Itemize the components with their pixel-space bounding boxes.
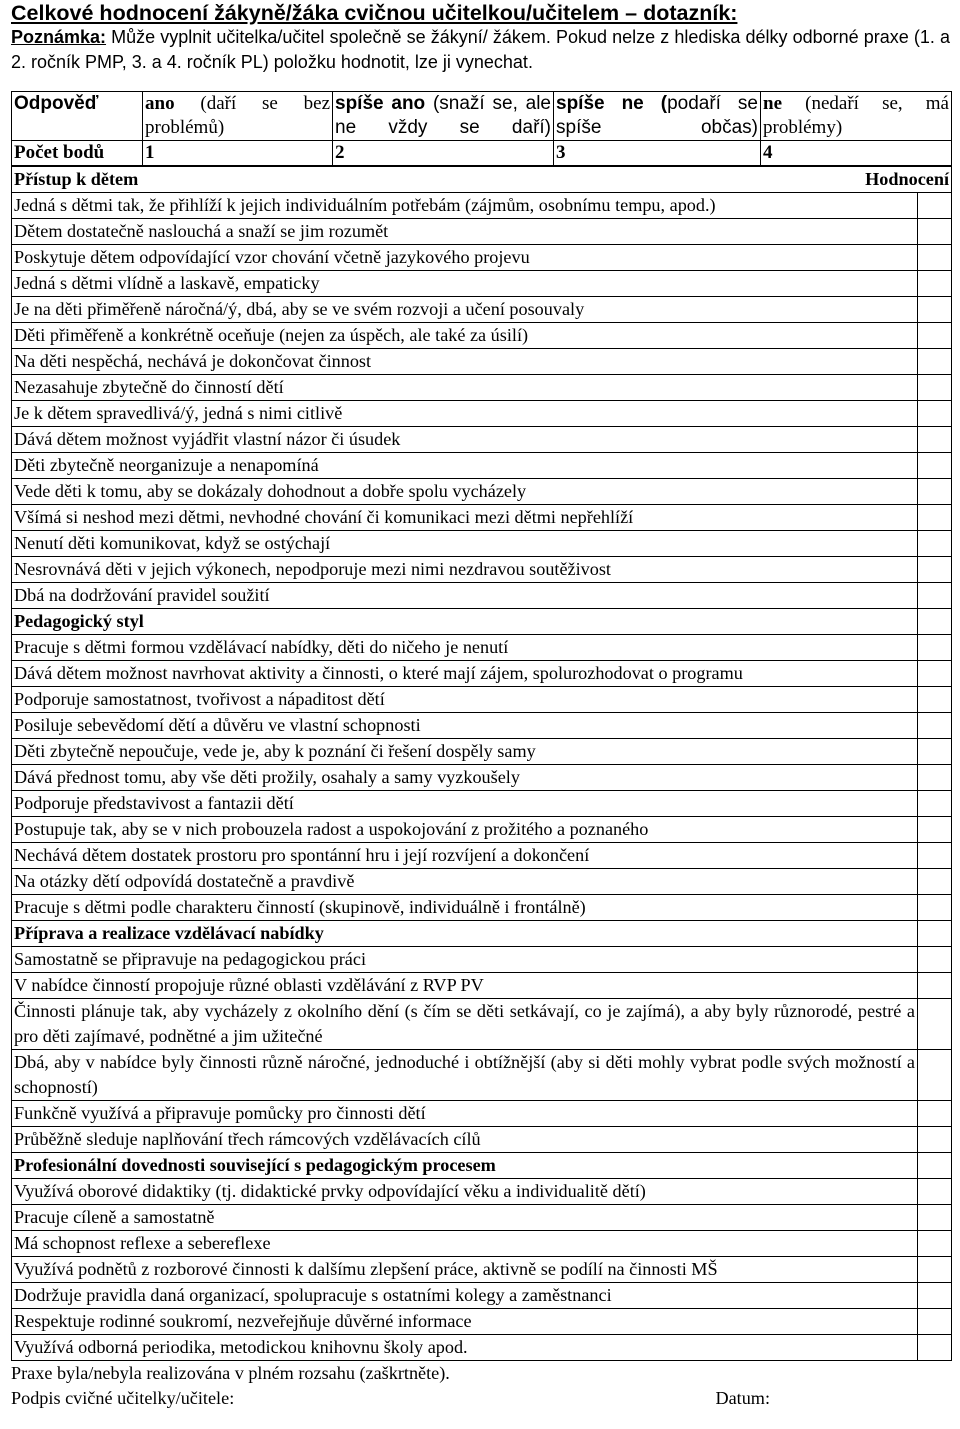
rating-cell[interactable] [918, 349, 952, 375]
rating-cell[interactable] [918, 895, 952, 921]
criterion-text: Poskytuje dětem odpovídající vzor chování včetně jazykového projevu [12, 245, 918, 271]
table-row [12, 583, 952, 609]
criterion-text: Posiluje sebevědomí dětí a důvěru ve vlastní schopnosti [12, 713, 918, 739]
rating-cell[interactable] [918, 219, 952, 245]
rating-cell[interactable] [918, 583, 952, 609]
rating-cell[interactable] [918, 817, 952, 843]
criterion-text: Pracuje s dětmi podle charakteru činností (skupinově, individuálně i frontálně) [12, 895, 918, 921]
table-row [12, 791, 952, 817]
table-row [12, 1127, 952, 1153]
criterion-text: Děti přiměřeně a konkrétně oceňuje (nejen za úspěch, ale také za úsilí) [12, 323, 918, 349]
rating-cell[interactable] [918, 1231, 952, 1257]
criterion-text: Dodržuje pravidla daná organizací, spolupracuje s ostatními kolegy a zaměstnanci [12, 1283, 918, 1309]
criterion-text: Děti zbytečně nepoučuje, vede je, aby k poznání či řešení dospěly samy [12, 739, 918, 765]
rating-cell[interactable] [918, 635, 952, 661]
rating-cell[interactable] [918, 505, 952, 531]
table-row [12, 1050, 952, 1101]
criterion-text: Dává dětem možnost vyjádřit vlastní názor či úsudek [12, 427, 918, 453]
answer-label: Odpověď [12, 92, 143, 141]
rating-cell[interactable] [918, 271, 952, 297]
rating-cell[interactable] [918, 1127, 952, 1153]
rating-cell[interactable] [918, 713, 952, 739]
table-row [12, 453, 952, 479]
rating-cell[interactable] [918, 609, 952, 635]
table-row [12, 713, 952, 739]
rating-scale-table [11, 91, 952, 166]
table-row [12, 1179, 952, 1205]
table-row [12, 1205, 952, 1231]
criterion-text: Nezasahuje zbytečně do činností dětí [12, 375, 918, 401]
rating-cell[interactable] [918, 1101, 952, 1127]
table-row [12, 1335, 952, 1361]
rating-cell[interactable] [918, 1309, 952, 1335]
table-row [12, 869, 952, 895]
criterion-text: V nabídce činností propojuje různé oblasti vzdělávání z RVP PV [12, 973, 918, 999]
rating-cell[interactable] [918, 999, 952, 1050]
table-row [12, 1283, 952, 1309]
table-row [12, 1231, 952, 1257]
criterion-text: Má schopnost reflexe a sebereflexe [12, 1231, 918, 1257]
criterion-text: Dává dětem možnost navrhovat aktivity a činnosti, o které mají zájem, spolurozhodovat o programu [12, 661, 918, 687]
page-title: Celkové hodnocení žákyně/žáka cvičnou učitelkou/učitelem – dotazník: [11, 1, 738, 25]
section-header: Pedagogický styl [12, 609, 918, 635]
questionnaire-page [0, 1, 960, 1429]
rating-cell[interactable] [918, 453, 952, 479]
rating-cell[interactable] [918, 739, 952, 765]
note-label: Poznámka: [11, 27, 107, 47]
criterion-text: Jedná s dětmi tak, že přihlíží k jejich individuálním potřebám (zájmům, osobnímu tempu, apod.) [12, 193, 918, 219]
points-label: Počet bodů [12, 141, 143, 166]
criterion-text: Pracuje s dětmi formou vzdělávací nabídky, děti do ničeho je nenutí [12, 635, 918, 661]
table-row [12, 557, 952, 583]
criterion-text: Dětem dostatečně naslouchá a snaží se jim rozumět [12, 219, 918, 245]
practice-statement: Praxe byla/nebyla realizována v plném rozsahu (zaškrtněte). [11, 1363, 450, 1383]
criterion-text: Postupuje tak, aby se v nich probouzela radost a uspokojování z prožitého a poznaného [12, 817, 918, 843]
rating-cell[interactable] [918, 687, 952, 713]
section-header: Příprava a realizace vzdělávací nabídky [12, 921, 918, 947]
rating-cell[interactable] [918, 531, 952, 557]
note-paragraph [11, 25, 950, 75]
table-row [12, 1257, 952, 1283]
criterion-text: Průběžně sleduje naplňování třech rámcových vzdělávacích cílů [12, 1127, 918, 1153]
signature-label: Podpis cvičné učitelky/učitele: [11, 1387, 235, 1408]
rating-cell[interactable] [918, 401, 952, 427]
table-row [12, 219, 952, 245]
table-row [12, 843, 952, 869]
table-row [12, 999, 952, 1050]
note-text: Může vyplnit učitelka/učitel společně se žákyní/ žákem. Pokud nelze z hlediska délky odborné praxe (1. a 2. ročník PMP, 3. a 4. ročník PL) položku hodnotit, lze ji vynechat. [11, 27, 950, 72]
table-row [12, 375, 952, 401]
criterion-text: Pracuje cíleně a samostatně [12, 1205, 918, 1231]
criterion-text: Podporuje samostatnost, tvořivost a nápaditost dětí [12, 687, 918, 713]
table-row [12, 817, 952, 843]
rating-cell[interactable] [918, 1179, 952, 1205]
table-row [12, 505, 952, 531]
evaluation-items-table [11, 166, 952, 1361]
rating-cell[interactable] [918, 1153, 952, 1179]
criterion-text: Využívá podnětů z rozborové činnosti k dalšímu zlepšení práce, aktivně se podílí na činnosti MŠ [12, 1257, 918, 1283]
table-row [12, 401, 952, 427]
scale-answer-row [12, 92, 952, 141]
rating-cell[interactable] [918, 1205, 952, 1231]
scale-points-row [12, 141, 952, 166]
rating-cell[interactable] [918, 297, 952, 323]
rating-cell[interactable] [918, 479, 952, 505]
table-row [12, 245, 952, 271]
footer [11, 1361, 950, 1410]
table-row [12, 765, 952, 791]
rating-cell[interactable] [918, 1257, 952, 1283]
scale-option-4: ne (nedaří se, má problémy) [761, 92, 952, 141]
table-row [12, 427, 952, 453]
criterion-text: Respektuje rodinné soukromí, nezveřejňuje důvěrné informace [12, 1309, 918, 1335]
table-row [12, 661, 952, 687]
table-row [12, 687, 952, 713]
rating-cell[interactable] [918, 1283, 952, 1309]
table-row [12, 193, 952, 219]
points-1: 1 [143, 141, 333, 166]
rating-cell[interactable] [918, 1050, 952, 1101]
section-header [12, 167, 952, 193]
rating-cell[interactable] [918, 947, 952, 973]
section-row [12, 921, 952, 947]
points-2: 2 [333, 141, 554, 166]
section-header: Profesionální dovednosti související s pedagogickým procesem [12, 1153, 918, 1179]
section-title: Přístup k dětem [14, 169, 139, 189]
criterion-text: Samostatně se připravuje na pedagogickou práci [12, 947, 918, 973]
section-row [12, 609, 952, 635]
criterion-text: Dbá, aby v nabídce byly činnosti různě náročné, jednoduché i obtížnější (aby si děti mohly vybrat podle svých možností a schopností) [12, 1050, 918, 1101]
table-row [12, 531, 952, 557]
criterion-text: Funkčně využívá a připravuje pomůcky pro činnosti dětí [12, 1101, 918, 1127]
scale-option-2: spíše ano (snaží se, ale ne vždy se daří) [333, 92, 554, 141]
table-row [12, 297, 952, 323]
table-row [12, 323, 952, 349]
section-row [12, 167, 952, 193]
table-row [12, 635, 952, 661]
points-3: 3 [554, 141, 761, 166]
rating-cell[interactable] [918, 323, 952, 349]
scale-option-1: ano (daří se bez problémů) [143, 92, 333, 141]
rating-column-header: Hodnocení [865, 169, 950, 189]
signature-line [11, 1386, 950, 1411]
table-row [12, 349, 952, 375]
rating-cell[interactable] [918, 791, 952, 817]
date-label: Datum: [715, 1387, 770, 1408]
criterion-text: Nenutí děti komunikovat, když se ostýchají [12, 531, 918, 557]
criterion-text: Jedná s dětmi vlídně a laskavě, empaticky [12, 271, 918, 297]
criterion-text: Všímá si neshod mezi dětmi, nevhodné chování či komunikaci mezi dětmi nepřehlíží [12, 505, 918, 531]
criterion-text: Činnosti plánuje tak, aby vycházely z okolního dění (s čím se děti setkávají, co je zajímá), a aby byly různorodé, pestré a pro děti zajímavé, podnětné a jim užitečné [12, 999, 918, 1050]
table-row [12, 479, 952, 505]
table-row [12, 1101, 952, 1127]
rating-cell[interactable] [918, 1335, 952, 1361]
rating-cell[interactable] [918, 375, 952, 401]
rating-cell[interactable] [918, 843, 952, 869]
criterion-text: Nesrovnává děti v jejich výkonech, nepodporuje mezi nimi nezdravou soutěživost [12, 557, 918, 583]
criterion-text: Vede děti k tomu, aby se dokázaly dohodnout a dobře spolu vycházely [12, 479, 918, 505]
rating-cell[interactable] [918, 765, 952, 791]
table-row [12, 973, 952, 999]
rating-cell[interactable] [918, 245, 952, 271]
criterion-text: Využívá odborná periodika, metodickou knihovnu školy apod. [12, 1335, 918, 1361]
table-row [12, 1309, 952, 1335]
criterion-text: Je na děti přiměřeně náročná/ý, dbá, aby se ve svém rozvoji a učení posouvaly [12, 297, 918, 323]
criterion-text: Nechává dětem dostatek prostoru pro spontánní hru i její rozvíjení a dokončení [12, 843, 918, 869]
criterion-text: Dbá na dodržování pravidel soužití [12, 583, 918, 609]
table-row [12, 271, 952, 297]
criterion-text: Je k dětem spravedlivá/ý, jedná s nimi citlivě [12, 401, 918, 427]
section-row [12, 1153, 952, 1179]
criterion-text: Děti zbytečně neorganizuje a nenapomíná [12, 453, 918, 479]
scale-option-3: spíše ne (podaří se spíše občas) [554, 92, 761, 141]
criterion-text: Na otázky dětí odpovídá dostatečně a pravdivě [12, 869, 918, 895]
rating-cell[interactable] [918, 193, 952, 219]
criterion-text: Na děti nespěchá, nechává je dokončovat činnost [12, 349, 918, 375]
rating-cell[interactable] [918, 973, 952, 999]
table-row [12, 895, 952, 921]
rating-cell[interactable] [918, 661, 952, 687]
points-4: 4 [761, 141, 952, 166]
rating-cell[interactable] [918, 869, 952, 895]
rating-cell[interactable] [918, 921, 952, 947]
criterion-text: Podporuje představivost a fantazii dětí [12, 791, 918, 817]
criterion-text: Využívá oborové didaktiky (tj. didaktické prvky odpovídající věku a individualitě dětí) [12, 1179, 918, 1205]
rating-cell[interactable] [918, 557, 952, 583]
rating-cell[interactable] [918, 427, 952, 453]
table-row [12, 739, 952, 765]
table-row [12, 947, 952, 973]
criterion-text: Dává přednost tomu, aby vše děti prožily, osahaly a samy vyzkoušely [12, 765, 918, 791]
